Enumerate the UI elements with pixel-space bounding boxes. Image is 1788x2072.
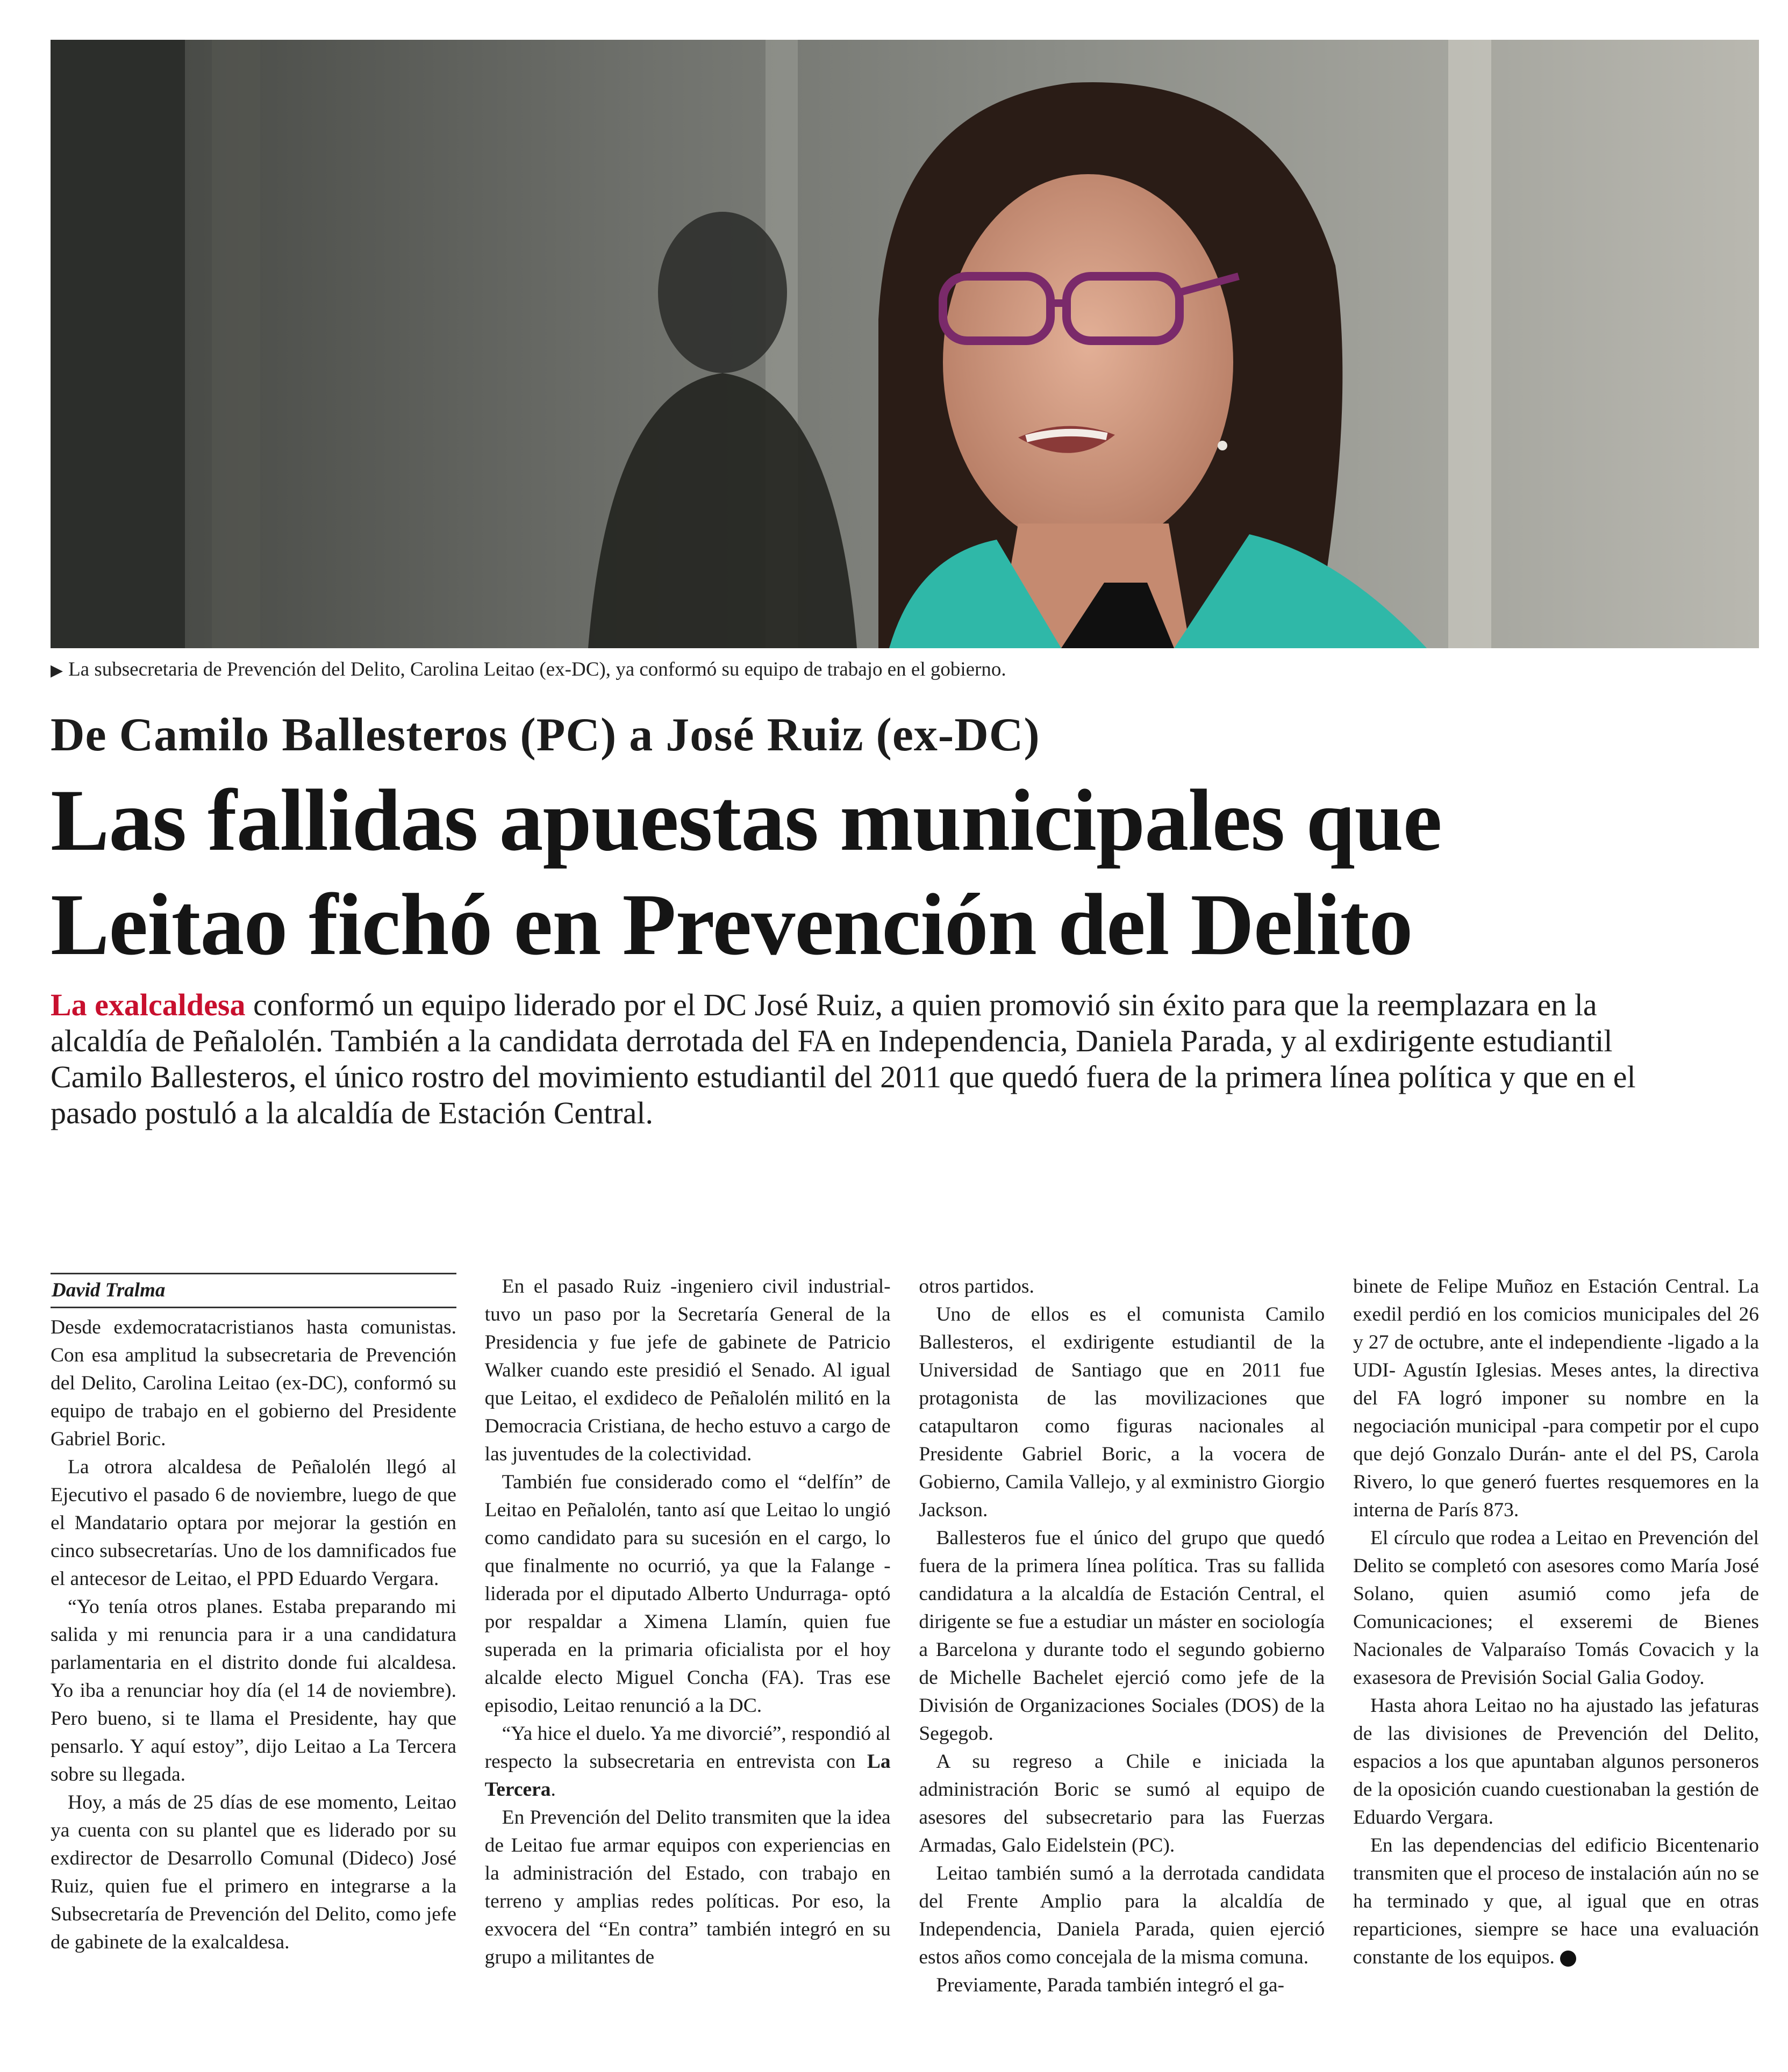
paragraph: binete de Felipe Muñoz en Estación Central. La exedil perdió en los comicios municipales del 26 y 27 de octubre, ante el independiente -ligado a la UDI- Agustín Iglesias. Meses antes, la directiva del FA logró imponer su nombre en la negociación municipal -para competir por el cupo que dejó Gonzalo Durán- ante el del PS, Carola Rivero, lo que generó fuertes resquemores en la interna de París 873. (1353, 1275, 1759, 1521)
publication-name: La Tercera (484, 1751, 891, 1801)
photo-illustration (51, 40, 1759, 648)
column-4 (1353, 1273, 1759, 2063)
paragraph: “Yo tenía otros planes. Estaba preparando mi salida y mi renuncia para ir a una candidatura parlamentaria en el distrito donde fui alcaldesa. Yo iba a renunciar hoy día (el 14 de noviembre). Pero bueno, si te llama el Presidente, hay que pensarlo. Y aquí estoy”, dijo Leitao a La Tercera sobre su llegada. (51, 1596, 456, 1786)
deck-lead: La exalcaldesa (51, 987, 246, 1022)
end-of-article-icon (1560, 1951, 1576, 1967)
paragraph: En Prevención del Delito transmiten que la idea de Leitao fue armar equipos con experiencias en la administración del Estado, con trabajo en terreno y amplias redes políticas. Por eso, la exvocera del “En contra” también integró en su grupo a militantes de (484, 1806, 891, 1968)
article-body (51, 1273, 1759, 2063)
paragraph: Ballesteros fue el único del grupo que quedó fuera de la primera línea política. Tras su fallida candidatura a la alcaldía de Estación Central, el dirigente se fue a estudiar un máster en sociología a Barcelona y durante todo el segundo gobierno de Michelle Bachelet ejerció como jefe de la División de Organizaciones Sociales (DOS) de la Segegob. (919, 1527, 1325, 1745)
paragraph (485, 1720, 891, 1804)
paragraph: La otrora alcaldesa de Peñalolén llegó al Ejecutivo el pasado 6 de noviembre, luego de que el Mandatario optara por mejorar la gestión en cinco subsecretarías. Uno de los damnificados fue el antecesor de Leitao, el PPD Eduardo Vergara. (51, 1456, 456, 1590)
paragraph: A su regreso a Chile e iniciada la administración Boric se sumó al equipo de asesores del subsecretario para las Fuerzas Armadas, Galo Eidelstein (PC). (919, 1751, 1325, 1856)
headline-line-1: Las fallidas apuestas municipales que (51, 772, 1442, 869)
article-photo (51, 40, 1759, 648)
caption-marker-icon: ▶ (51, 662, 63, 679)
article-headline (51, 769, 1759, 977)
paragraph (1353, 1832, 1759, 1971)
quote-end: . (550, 1779, 556, 1801)
paragraph: Hoy, a más de 25 días de ese momento, Leitao ya cuenta con su plantel que es liderado por su exdirector de Desarrollo Comunal (Dideco) José Ruiz, quien fue el primero en integrarse a la Subsecretaría de Prevención del Delito, como jefe de gabinete de la exalcaldesa. (51, 1791, 456, 1953)
photo-caption (51, 657, 1759, 684)
column-1 (51, 1273, 456, 2063)
column-2 (485, 1273, 891, 2063)
article-deck (51, 987, 1663, 1131)
byline: David Tralma (51, 1273, 456, 1308)
deck-text: conformó un equipo liderado por el DC José Ruiz, a quien promovió sin éxito para que la reemplazara en la alcaldía de Peñalolén. También a la candidata derrotada del FA en Independencia, Daniela Parada, y al exdirigente estudiantil Camilo Ballesteros, el único rostro del movimiento estudiantil del 2011 que quedó fuera de la primera línea política y que en el pasado postuló a la alcaldía de Estación Central. (51, 987, 1636, 1130)
headline-line-2: Leitao fichó en Prevención del Delito (51, 876, 1413, 973)
paragraph: Leitao también sumó a la derrotada candidata del Frente Amplio para la alcaldía de Independencia, Daniela Parada, quien ejerció estos años como concejala de la misma comuna. (919, 1862, 1325, 1968)
paragraph: Uno de ellos es el comunista Camilo Ballesteros, el exdirigente estudiantil de la Universidad de Santiago que en 2011 fue protagonista de las movilizaciones que catapultaron como figuras nacionales al Presidente Gabriel Boric, a la vocera de Gobierno, Camila Vallejo, y al exministro Giorgio Jackson. (919, 1303, 1325, 1521)
paragraph: Hasta ahora Leitao no ha ajustado las jefaturas de las divisiones de Prevención del Delito, espacios a los que apuntaban algunos personeros de la oposición cuando cuestionaban la gestión de Eduardo Vergara. (1353, 1695, 1759, 1829)
article-kicker: De Camilo Ballesteros (PC) a José Ruiz (ex-DC) (51, 709, 1040, 761)
paragraph: En el pasado Ruiz -ingeniero civil industrial- tuvo un paso por la Secretaría General de la Presidencia y fue jefe de gabinete de Patricio Walker cuando este presidió el Senado. Al igual que Leitao, el exdideco de Peñalolén militó en la Democracia Cristiana, de hecho estuvo a cargo de las juventudes de la colectividad. (484, 1275, 891, 1465)
column-3 (919, 1273, 1325, 2063)
paragraph-text: En las dependencias del edificio Bicentenario transmiten que el proceso de instalación aún no se ha terminado y que, al igual que en otras reparticiones, siempre se hace una evaluación constante de los equipos. (1353, 1834, 1759, 1968)
paragraph: Previamente, Parada también integró el ga- (936, 1974, 1284, 1996)
paragraph: También fue considerado como el “delfín” de Leitao en Peñalolén, tanto así que Leitao lo ungió como candidato para su sucesión en el cargo, lo que finalmente no ocurrió, ya que la Falange -liderada por el diputado Alberto Undurraga- optó por respaldar a Ximena Llamín, quien fue superada en la primaria oficialista por el hoy alcalde electo Miguel Concha (FA). Tras ese episodio, Leitao renunció a la DC. (484, 1471, 891, 1717)
paragraph: otros partidos. (919, 1275, 1034, 1297)
caption-text: La subsecretaria de Prevención del Delito, Carolina Leitao (ex-DC), ya conformó su equipo de trabajo en el gobierno. (68, 658, 1006, 680)
paragraph: El círculo que rodea a Leitao en Prevención del Delito se completó con asesores como María José Solano, quien asumió como jefa de Comunicaciones; el exseremi de Bienes Nacionales de Valparaíso Tomás Covacich y la exasesora de Previsión Social Galia Godoy. (1353, 1527, 1759, 1689)
quote-text: “Ya hice el duelo. Ya me divorcié”, respondió al respecto la subsecretaria en entrevista con (484, 1723, 891, 1773)
paragraph: Desde exdemocratacristianos hasta comunistas. Con esa amplitud la subsecretaria de Prevención del Delito, Carolina Leitao (ex-DC), conformó su equipo de trabajo en el gobierno del Presidente Gabriel Boric. (51, 1316, 456, 1450)
